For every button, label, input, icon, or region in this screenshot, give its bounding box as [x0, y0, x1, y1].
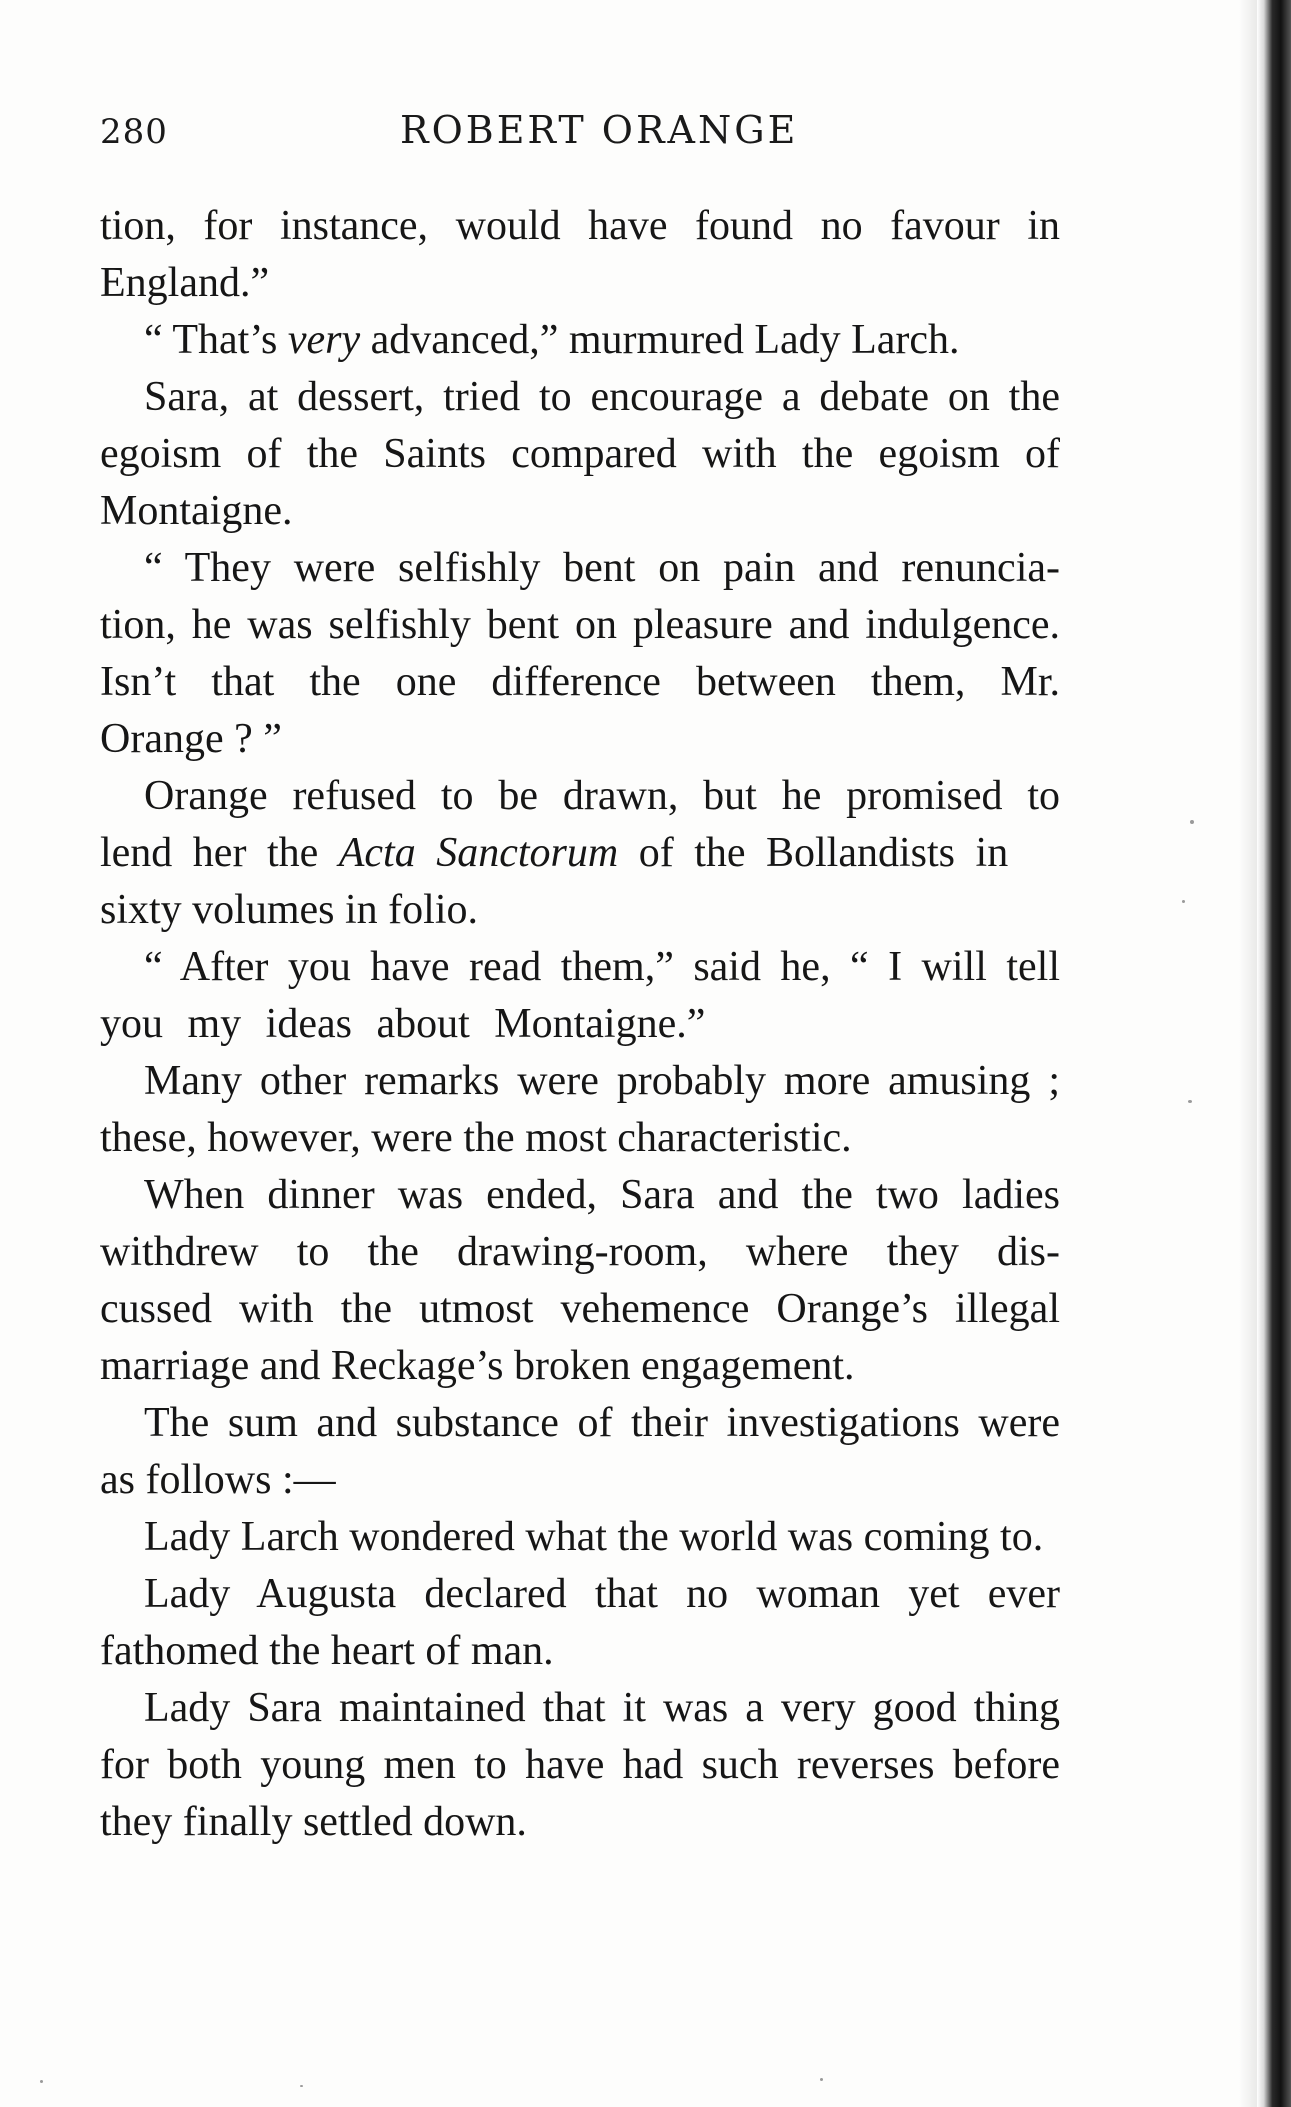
paper-speck — [820, 2078, 823, 2081]
text-line: for both young men to have had such reverses before — [100, 1742, 1060, 1788]
text-line: they finally settled down. — [100, 1799, 527, 1845]
text-line: egoism of the Saints compared with the egoism of — [100, 431, 1060, 477]
binding-edge — [1257, 0, 1291, 2107]
paper-speck — [300, 2085, 303, 2087]
text-line: Orange ? ” — [100, 716, 282, 762]
italic-emphasis: very — [287, 317, 361, 363]
gutter-shadow — [1239, 0, 1257, 2107]
text-line: Montaigne. — [100, 488, 293, 534]
text-line: The sum and substance of their investigations were — [144, 1400, 1060, 1446]
text-line: Lady Sara maintained that it was a very good thing — [144, 1685, 1060, 1731]
text-line: you my ideas about Montaigne.” — [100, 1001, 706, 1047]
paper-speck — [1182, 900, 1185, 903]
text-line: “ That’s very advanced,” murmured Lady Larch. — [144, 317, 960, 363]
text-line: When dinner was ended, Sara and the two ladies — [144, 1172, 1060, 1218]
text-line: England.” — [100, 260, 270, 306]
text-line: marriage and Reckage’s broken engagement. — [100, 1343, 855, 1389]
text-line: sixty volumes in folio. — [100, 887, 478, 933]
running-head — [100, 108, 1100, 158]
text-line: Lady Larch wondered what the world was coming to. — [144, 1514, 1044, 1560]
paper-speck — [40, 2080, 43, 2083]
text-line: as follows :— — [100, 1457, 336, 1503]
text-line: tion, for instance, would have found no favour in — [100, 203, 1060, 249]
text-line: lend her the Acta Sanctorum of the Bollandists in — [100, 830, 1009, 876]
text-line: “ They were selfishly bent on pain and renuncia- — [144, 545, 1060, 591]
text-line: Many other remarks were probably more amusing ; — [144, 1058, 1060, 1104]
paper-speck — [1190, 820, 1194, 824]
page-number: 280 — [100, 112, 168, 152]
text-line: “ After you have read them,” said he, “ I will tell — [144, 944, 1060, 990]
text-line: cussed with the utmost vehemence Orange’s illegal — [100, 1286, 1060, 1332]
text-line: Lady Augusta declared that no woman yet ever — [144, 1571, 1060, 1617]
text-line: fathomed the heart of man. — [100, 1628, 554, 1674]
text-line: tion, he was selfishly bent on pleasure and indulgence. — [100, 602, 1060, 648]
body-text — [100, 198, 1060, 1851]
text-line: withdrew to the drawing-room, where they dis- — [100, 1229, 1060, 1275]
paper-speck — [1188, 1100, 1192, 1103]
italic-title: Acta Sanctorum — [338, 830, 619, 876]
text-line: these, however, were the most characteristic. — [100, 1115, 852, 1161]
text-line: Orange refused to be drawn, but he promised to — [144, 773, 1060, 819]
running-title: ROBERT ORANGE — [400, 108, 799, 152]
text-line: Sara, at dessert, tried to encourage a debate on the — [144, 374, 1060, 420]
text-line: Isn’t that the one difference between them, Mr. — [100, 659, 1060, 705]
